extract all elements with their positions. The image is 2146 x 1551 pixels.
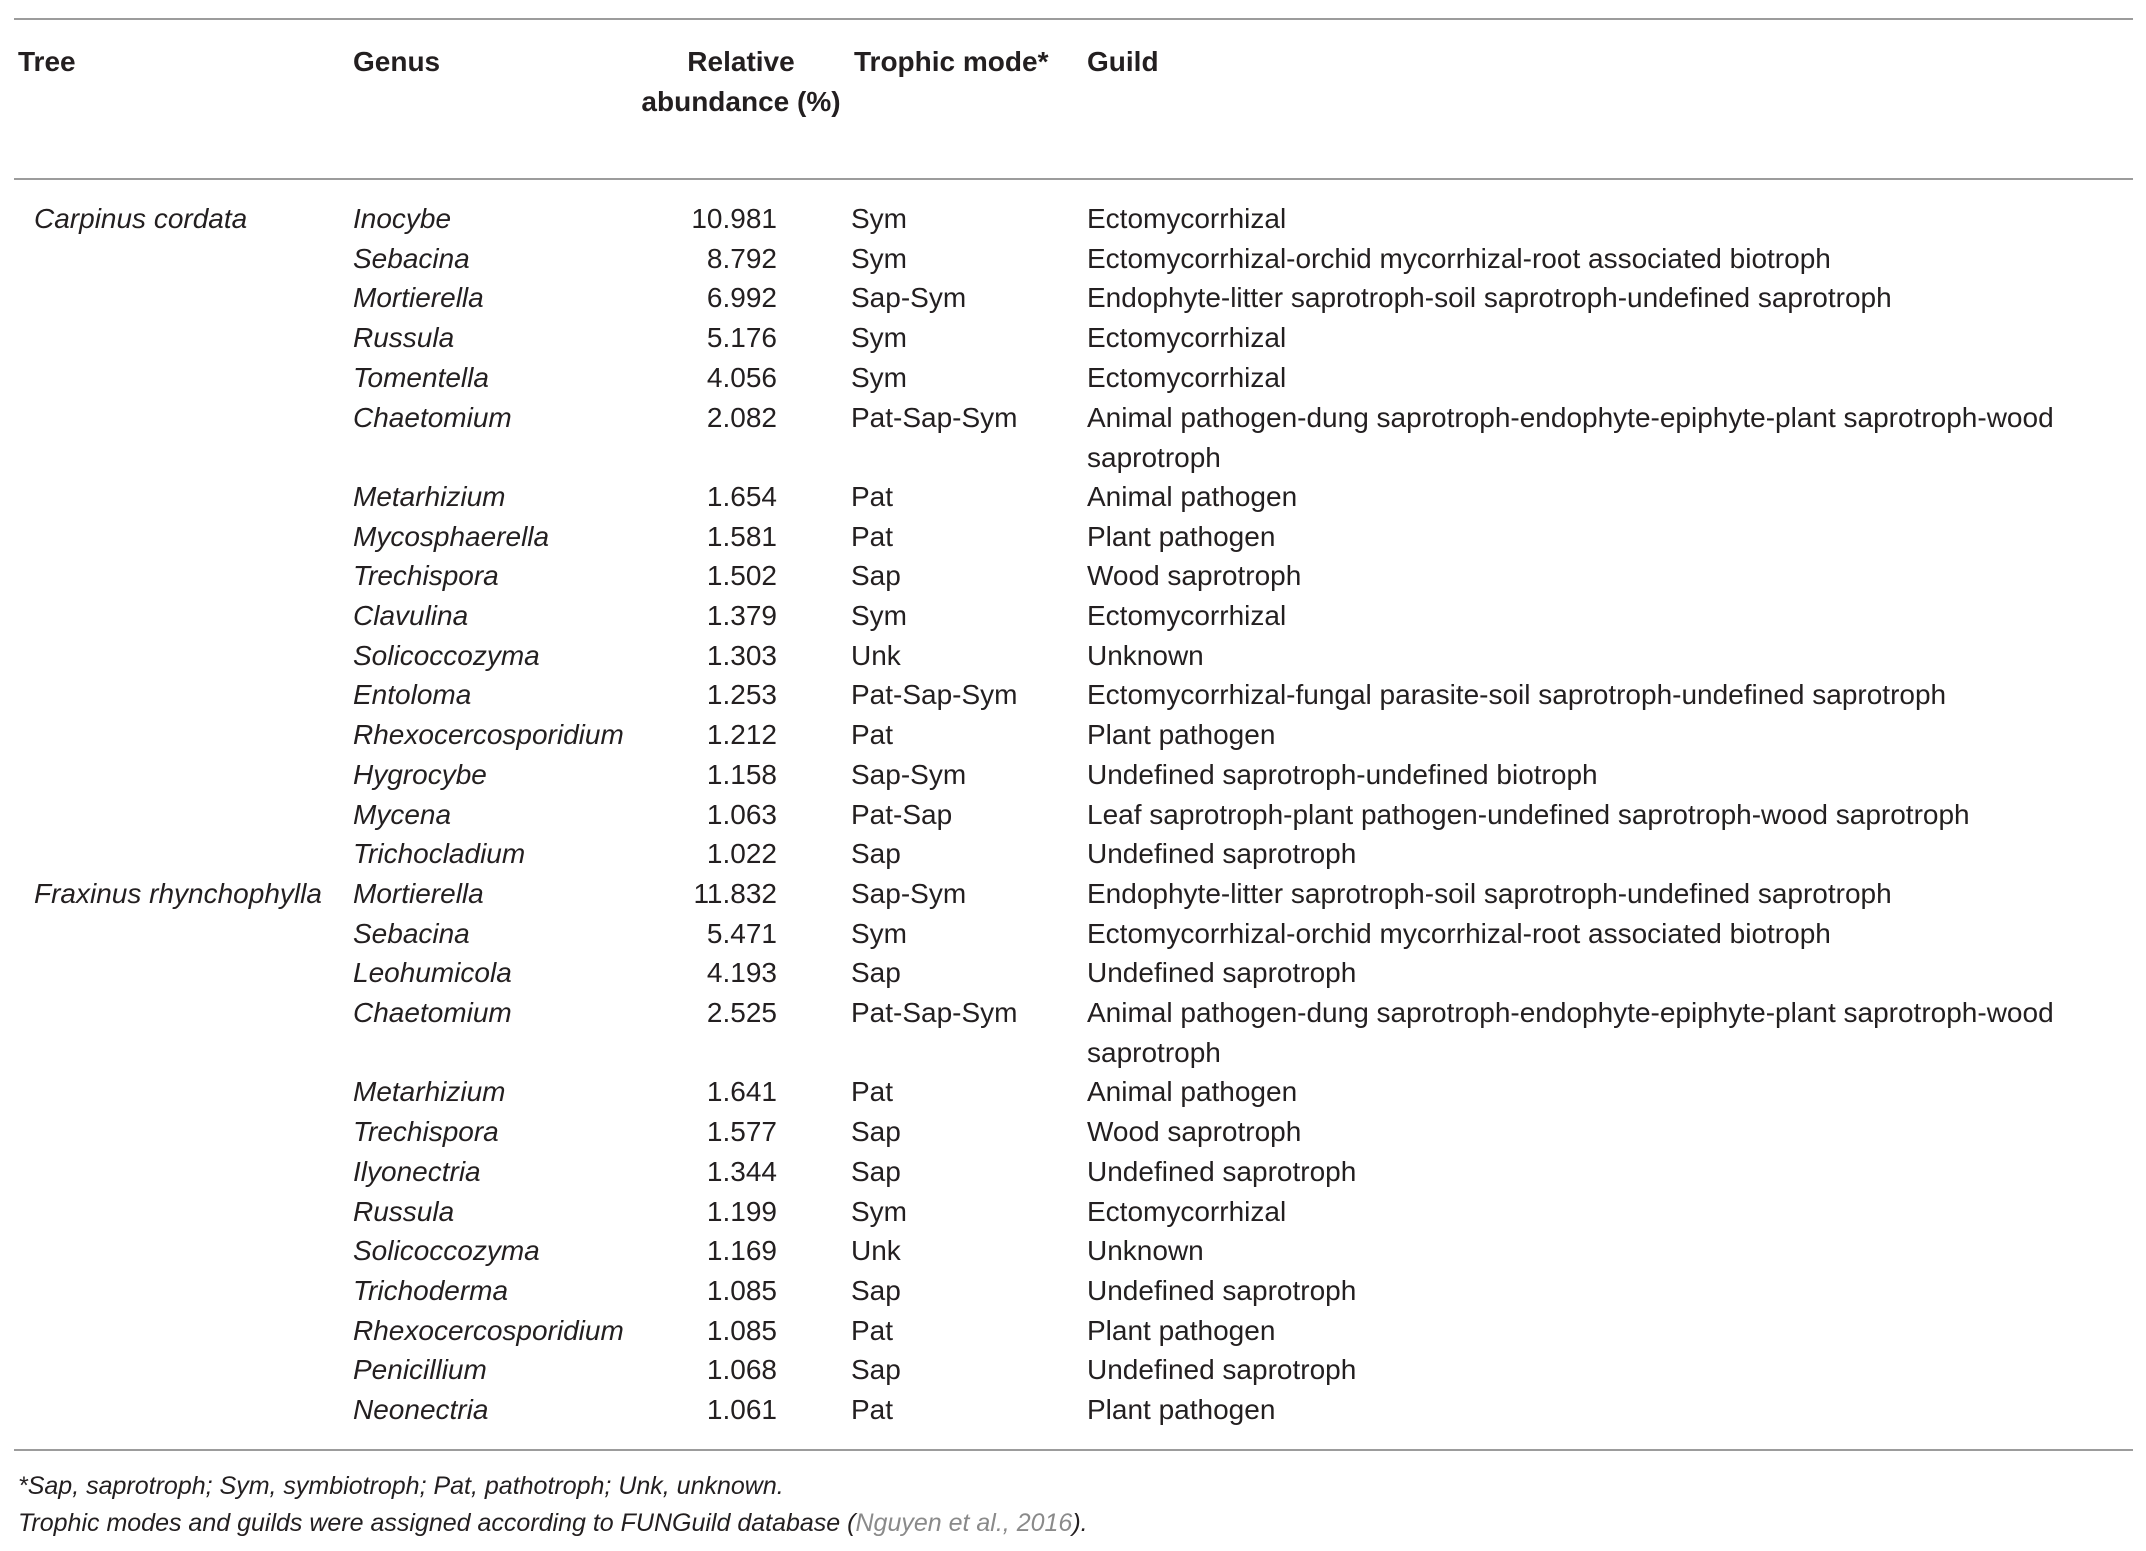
cell-abundance: 1.169 [706, 1235, 777, 1267]
cell-guild: Leaf saprotroph-plant pathogen-undefined saprotroph-wood saprotroph [1087, 798, 1970, 830]
cell-trophic-mode: Pat [851, 1314, 894, 1346]
cell-genus: Solicoccozyma [353, 639, 540, 671]
cell-abundance: 1.581 [706, 520, 777, 552]
cell-genus: Russula [353, 1195, 455, 1227]
cell-guild: Ectomycorrhizal [1087, 1195, 1287, 1227]
cell-abundance: 11.832 [693, 877, 777, 909]
cell-trophic-mode: Pat-Sap-Sym [851, 679, 1018, 711]
cell-trophic-mode: Unk [851, 639, 901, 671]
cell-trophic-mode: Sap [851, 957, 901, 989]
cell-genus: Trichoderma [353, 1274, 509, 1306]
cell-genus: Chaetomium [353, 401, 512, 433]
cell-trophic-mode: Unk [851, 1235, 901, 1267]
cell-trophic-mode: Sap [851, 1116, 901, 1148]
cell-genus: Trechispora [353, 560, 499, 592]
cell-genus: Penicillium [353, 1354, 487, 1386]
cell-abundance: 1.061 [706, 1394, 777, 1425]
header-genus: Genus [353, 46, 441, 77]
cell-guild: Undefined saprotroph [1087, 1155, 1357, 1187]
cell-guild: Animal pathogen [1087, 1076, 1298, 1108]
header-abundance: Relative abundance (%) [641, 46, 841, 117]
cell-genus: Mortierella [353, 282, 484, 314]
cell-genus: Chaetomium [353, 997, 512, 1028]
cell-trophic-mode: Sap [851, 838, 901, 870]
cell-genus: Tomentella [353, 361, 489, 393]
table-bottom-rule [14, 1449, 2133, 1451]
cell-guild: Ectomycorrhizal [1087, 361, 1287, 393]
cell-guild: Wood saprotroph [1087, 560, 1302, 592]
cell-trophic-mode: Sym [851, 203, 907, 234]
cell-abundance: 2.525 [706, 997, 777, 1028]
cell-trophic-mode: Sap [851, 1155, 901, 1187]
cell-abundance: 5.176 [706, 322, 777, 354]
cell-trophic-mode: Sym [851, 917, 907, 949]
cell-abundance: 1.344 [706, 1155, 777, 1187]
footnote-source [18, 1505, 1088, 1541]
cell-trophic-mode: Pat [851, 719, 894, 751]
cell-guild: Ectomycorrhizal-orchid mycorrhizal-root associated biotroph [1087, 917, 1831, 949]
cell-guild: Ectomycorrhizal-fungal parasite-soil saprotroph-undefined saprotroph [1087, 679, 1947, 711]
cell-abundance: 1.085 [706, 1274, 777, 1306]
header-bottom-rule [14, 178, 2133, 180]
cell-genus: Trechispora [353, 1116, 499, 1148]
cell-genus: Hygrocybe [353, 758, 487, 790]
cell-guild: Undefined saprotroph [1087, 957, 1357, 989]
cell-guild: Ectomycorrhizal [1087, 600, 1287, 631]
cell-tree: Carpinus cordata [34, 203, 248, 234]
cell-genus: Mycosphaerella [353, 520, 550, 552]
cell-guild: Ectomycorrhizal-orchid mycorrhizal-root associated biotroph [1087, 242, 1831, 274]
cell-guild: Unknown [1087, 639, 1204, 671]
cell-abundance: 1.085 [706, 1314, 777, 1346]
cell-trophic-mode: Sap-Sym [851, 282, 967, 314]
cell-abundance: 1.379 [706, 600, 777, 631]
cell-genus: Mycena [353, 798, 452, 830]
cell-abundance: 1.199 [706, 1195, 777, 1227]
cell-abundance: 1.212 [706, 719, 777, 751]
cell-guild: Undefined saprotroph [1087, 1354, 1357, 1386]
cell-trophic-mode: Sym [851, 242, 907, 274]
cell-genus: Trichocladium [353, 838, 526, 870]
cell-genus: Rhexocercosporidium [353, 1314, 624, 1346]
cell-abundance: 1.577 [706, 1116, 777, 1148]
cell-guild: Endophyte-litter saprotroph-soil saprotroph-undefined saprotroph [1087, 877, 1892, 909]
cell-guild: Unknown [1087, 1235, 1204, 1267]
footnote-source-suffix: ). [1072, 1509, 1088, 1537]
cell-abundance: 4.056 [706, 361, 777, 393]
cell-abundance: 1.068 [706, 1354, 777, 1386]
cell-abundance: 6.992 [706, 282, 777, 314]
cell-genus: Mortierella [353, 877, 484, 909]
header-trophic-mode: Trophic mode* [854, 46, 1049, 77]
cell-abundance: 1.063 [706, 798, 777, 830]
cell-genus: Metarhizium [353, 1076, 506, 1108]
cell-abundance: 2.082 [706, 401, 777, 433]
cell-guild: Ectomycorrhizal [1087, 203, 1287, 234]
cell-trophic-mode: Pat-Sap-Sym [851, 997, 1018, 1028]
cell-genus: Russula [353, 322, 455, 354]
cell-trophic-mode: Sym [851, 600, 907, 631]
cell-abundance: 1.022 [706, 838, 777, 870]
cell-guild: Plant pathogen [1087, 1314, 1276, 1346]
cell-abundance: 1.641 [706, 1076, 777, 1108]
footnote-source-prefix: Trophic modes and guilds were assigned according to FUNGuild database ( [18, 1509, 856, 1537]
cell-trophic-mode: Sym [851, 322, 907, 354]
cell-guild: Animal pathogen-dung saprotroph-endophyte-epiphyte-plant saprotroph-wood saprotroph [1087, 401, 2054, 473]
cell-guild: Animal pathogen [1087, 480, 1298, 512]
cell-abundance: 1.654 [706, 480, 777, 512]
cell-genus: Inocybe [353, 203, 452, 234]
cell-trophic-mode: Pat [851, 520, 894, 552]
cell-abundance: 5.471 [706, 917, 777, 949]
cell-tree: Fraxinus rhynchophylla [34, 877, 322, 909]
cell-trophic-mode: Pat-Sap [851, 798, 953, 830]
cell-genus: Rhexocercosporidium [353, 719, 624, 751]
cell-abundance: 8.792 [706, 242, 777, 274]
cell-trophic-mode: Sap-Sym [851, 758, 967, 790]
cell-guild: Plant pathogen [1087, 719, 1276, 751]
cell-genus: Ilyonectria [353, 1155, 481, 1187]
cell-trophic-mode: Pat-Sap-Sym [851, 401, 1018, 433]
cell-abundance: 1.158 [706, 758, 777, 790]
cell-genus: Leohumicola [353, 957, 512, 989]
cell-guild: Animal pathogen-dung saprotroph-endophyte-epiphyte-plant saprotroph-wood saprotroph [1087, 997, 2054, 1068]
cell-genus: Entoloma [353, 679, 472, 711]
cell-trophic-mode: Sym [851, 361, 907, 393]
cell-abundance: 1.303 [706, 639, 777, 671]
cell-trophic-mode: Pat [851, 1076, 894, 1108]
cell-guild: Wood saprotroph [1087, 1116, 1302, 1148]
header-tree: Tree [18, 46, 76, 77]
cell-abundance: 1.253 [706, 679, 777, 711]
cell-trophic-mode: Sym [851, 1195, 907, 1227]
cell-trophic-mode: Pat [851, 1394, 894, 1425]
cell-guild: Plant pathogen [1087, 1394, 1276, 1425]
cell-guild: Plant pathogen [1087, 520, 1276, 552]
cell-genus: Neonectria [353, 1394, 489, 1425]
footnote-abbreviations: *Sap, saprotroph; Sym, symbiotroph; Pat, pathotroph; Unk, unknown. [18, 1472, 784, 1500]
cell-trophic-mode: Sap-Sym [851, 877, 967, 909]
cell-genus: Clavulina [353, 600, 469, 631]
header-guild: Guild [1087, 46, 1159, 77]
cell-abundance: 4.193 [706, 957, 777, 989]
footnote-reference-link[interactable]: Nguyen et al., 2016 [855, 1509, 1073, 1537]
cell-genus: Metarhizium [353, 480, 506, 512]
cell-guild: Endophyte-litter saprotroph-soil saprotroph-undefined saprotroph [1087, 282, 1892, 314]
cell-abundance: 1.502 [706, 560, 777, 592]
cell-trophic-mode: Sap [851, 1354, 901, 1386]
cell-guild: Ectomycorrhizal [1087, 322, 1287, 354]
cell-trophic-mode: Sap [851, 1274, 901, 1306]
cell-trophic-mode: Pat [851, 480, 894, 512]
table-top-rule [14, 18, 2133, 20]
cell-genus: Solicoccozyma [353, 1235, 540, 1267]
cell-genus: Sebacina [353, 917, 470, 949]
cell-genus: Sebacina [353, 242, 470, 274]
cell-guild: Undefined saprotroph [1087, 838, 1357, 870]
cell-guild: Undefined saprotroph [1087, 1274, 1357, 1306]
cell-guild: Undefined saprotroph-undefined biotroph [1087, 758, 1598, 790]
cell-abundance: 10.981 [691, 203, 777, 234]
cell-trophic-mode: Sap [851, 560, 901, 592]
